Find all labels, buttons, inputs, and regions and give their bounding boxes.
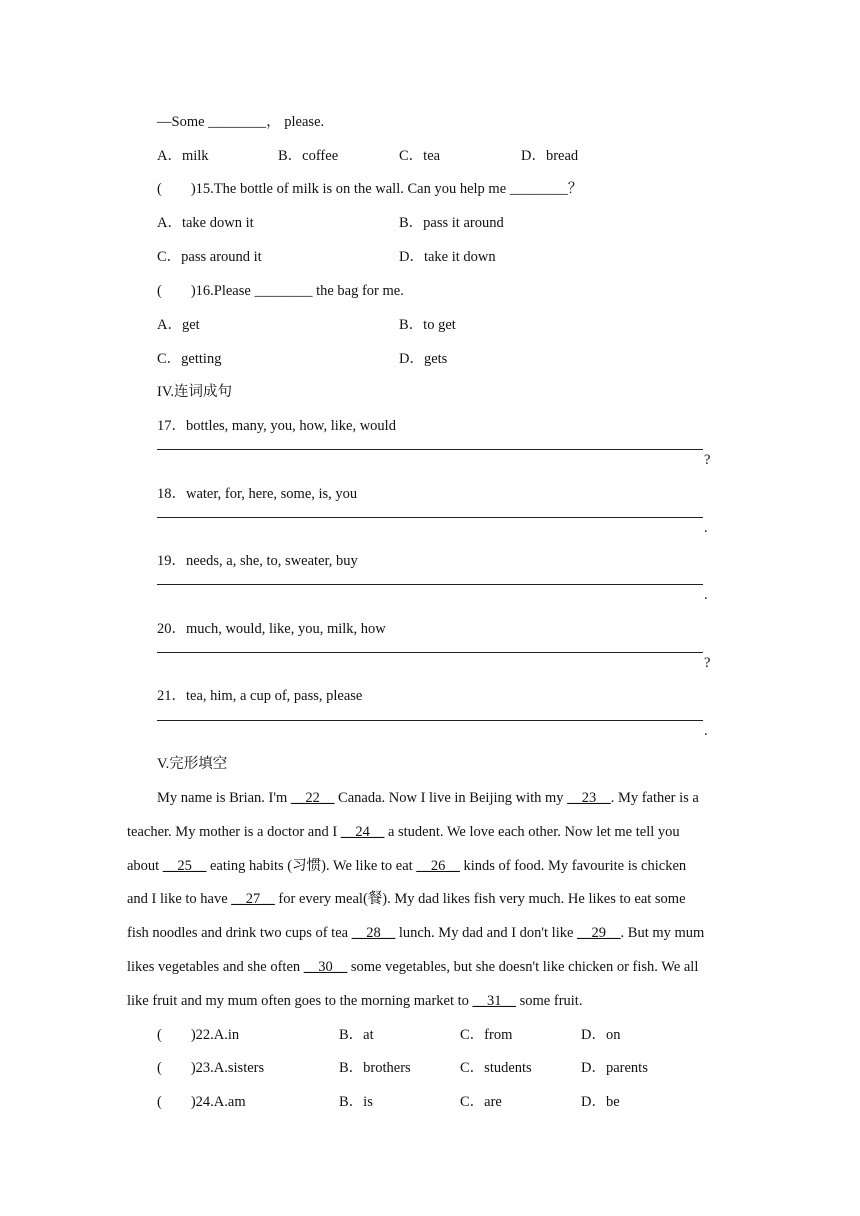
blank-26: __26__ — [416, 858, 460, 874]
blank-24: __24__ — [340, 824, 385, 840]
q15-option-c: C．pass around it — [157, 249, 262, 265]
q23-stem: ( )23.A.sisters — [157, 1060, 265, 1076]
q14-option-d: D．bread — [521, 148, 579, 164]
section-v-heading: V.完形填空 — [157, 756, 228, 772]
q24-option-c: C．are — [460, 1094, 502, 1110]
q16-option-d: D．gets — [399, 351, 448, 367]
q23-option-d: D．parents — [581, 1060, 648, 1076]
passage-line-1: My name is Brian. I'm __22__ Canada. Now I live in Beijing with my __23__. My father is a — [157, 790, 699, 806]
blank-23: __23__ — [567, 790, 611, 806]
q19-prompt: 19．needs, a, she, to, sweater, buy — [157, 553, 358, 569]
blank-31: __31__ — [472, 993, 517, 1009]
q23-option-c: C．students — [460, 1060, 532, 1076]
q15-option-b: B．pass it around — [399, 215, 504, 231]
q21-prompt: 21．tea, him, a cup of, pass, please — [157, 688, 363, 704]
q24-option-d: D．be — [581, 1094, 620, 1110]
q20-prompt: 20．much, would, like, you, milk, how — [157, 621, 386, 637]
q18-answer-line[interactable] — [157, 516, 703, 518]
q14-option-c: C．tea — [399, 148, 441, 164]
q16-option-a: A．get — [157, 317, 200, 333]
passage-line-5: fish noodles and drink two cups of tea __28__ lunch. My dad and I don't like __29__. But my mum — [127, 925, 705, 941]
q14-stem: —Some ________， please. — [157, 114, 325, 130]
passage-line-7: like fruit and my mum often goes to the morning market to __31__ some fruit. — [127, 993, 583, 1009]
q20-end-mark: ? — [704, 655, 711, 671]
q23-option-b: B．brothers — [339, 1060, 411, 1076]
q18-prompt: 18．water, for, here, some, is, you — [157, 486, 358, 502]
blank-25: __25__ — [162, 858, 207, 874]
q14-option-a: A．milk — [157, 148, 209, 164]
q16-option-c: C．getting — [157, 351, 222, 367]
q17-prompt: 17．bottles, many, you, how, like, would — [157, 418, 396, 434]
q19-answer-line[interactable] — [157, 583, 703, 585]
q24-option-b: B．is — [339, 1094, 373, 1110]
q16-option-b: B．to get — [399, 317, 456, 333]
blank-27: __27__ — [231, 891, 275, 907]
blank-30: __30__ — [303, 959, 348, 975]
q19-end-mark: . — [704, 587, 708, 603]
section-iv-heading: IV.连词成句 — [157, 384, 233, 400]
q15-stem: ( )15.The bottle of milk is on the wall. Can you help me ________？ — [157, 181, 583, 197]
passage-line-3: about __25__ eating habits (习惯). We like to eat __26__ kinds of food. My favourite is chicken — [127, 858, 687, 874]
q22-stem: ( )22.A.in — [157, 1027, 240, 1043]
q22-option-c: C．from — [460, 1027, 513, 1043]
passage-line-2: teacher. My mother is a doctor and I __24__ a student. We love each other. Now let me tell you — [127, 824, 680, 840]
blank-28: __28__ — [351, 925, 396, 941]
blank-29: __29__ — [577, 925, 621, 941]
q20-answer-line[interactable] — [157, 651, 703, 653]
blank-22: __22__ — [290, 790, 335, 806]
q21-answer-line[interactable] — [157, 719, 703, 721]
q24-stem: ( )24.A.am — [157, 1094, 246, 1110]
q18-end-mark: . — [704, 520, 708, 536]
q21-end-mark: . — [704, 723, 708, 739]
q17-end-mark: ? — [704, 452, 711, 468]
passage-line-6: likes vegetables and she often __30__ some vegetables, but she doesn't like chicken or fish. We all — [127, 959, 699, 975]
q22-option-b: B．at — [339, 1027, 374, 1043]
q15-option-d: D．take it down — [399, 249, 496, 265]
passage-line-4: and I like to have __27__ for every meal(餐). My dad likes fish very much. He likes to eat some — [127, 891, 686, 907]
q22-option-d: D．on — [581, 1027, 621, 1043]
q16-stem: ( )16.Please ________ the bag for me. — [157, 283, 404, 299]
q14-option-b: B．coffee — [278, 148, 339, 164]
q17-answer-line[interactable] — [157, 448, 703, 450]
q15-option-a: A．take down it — [157, 215, 254, 231]
